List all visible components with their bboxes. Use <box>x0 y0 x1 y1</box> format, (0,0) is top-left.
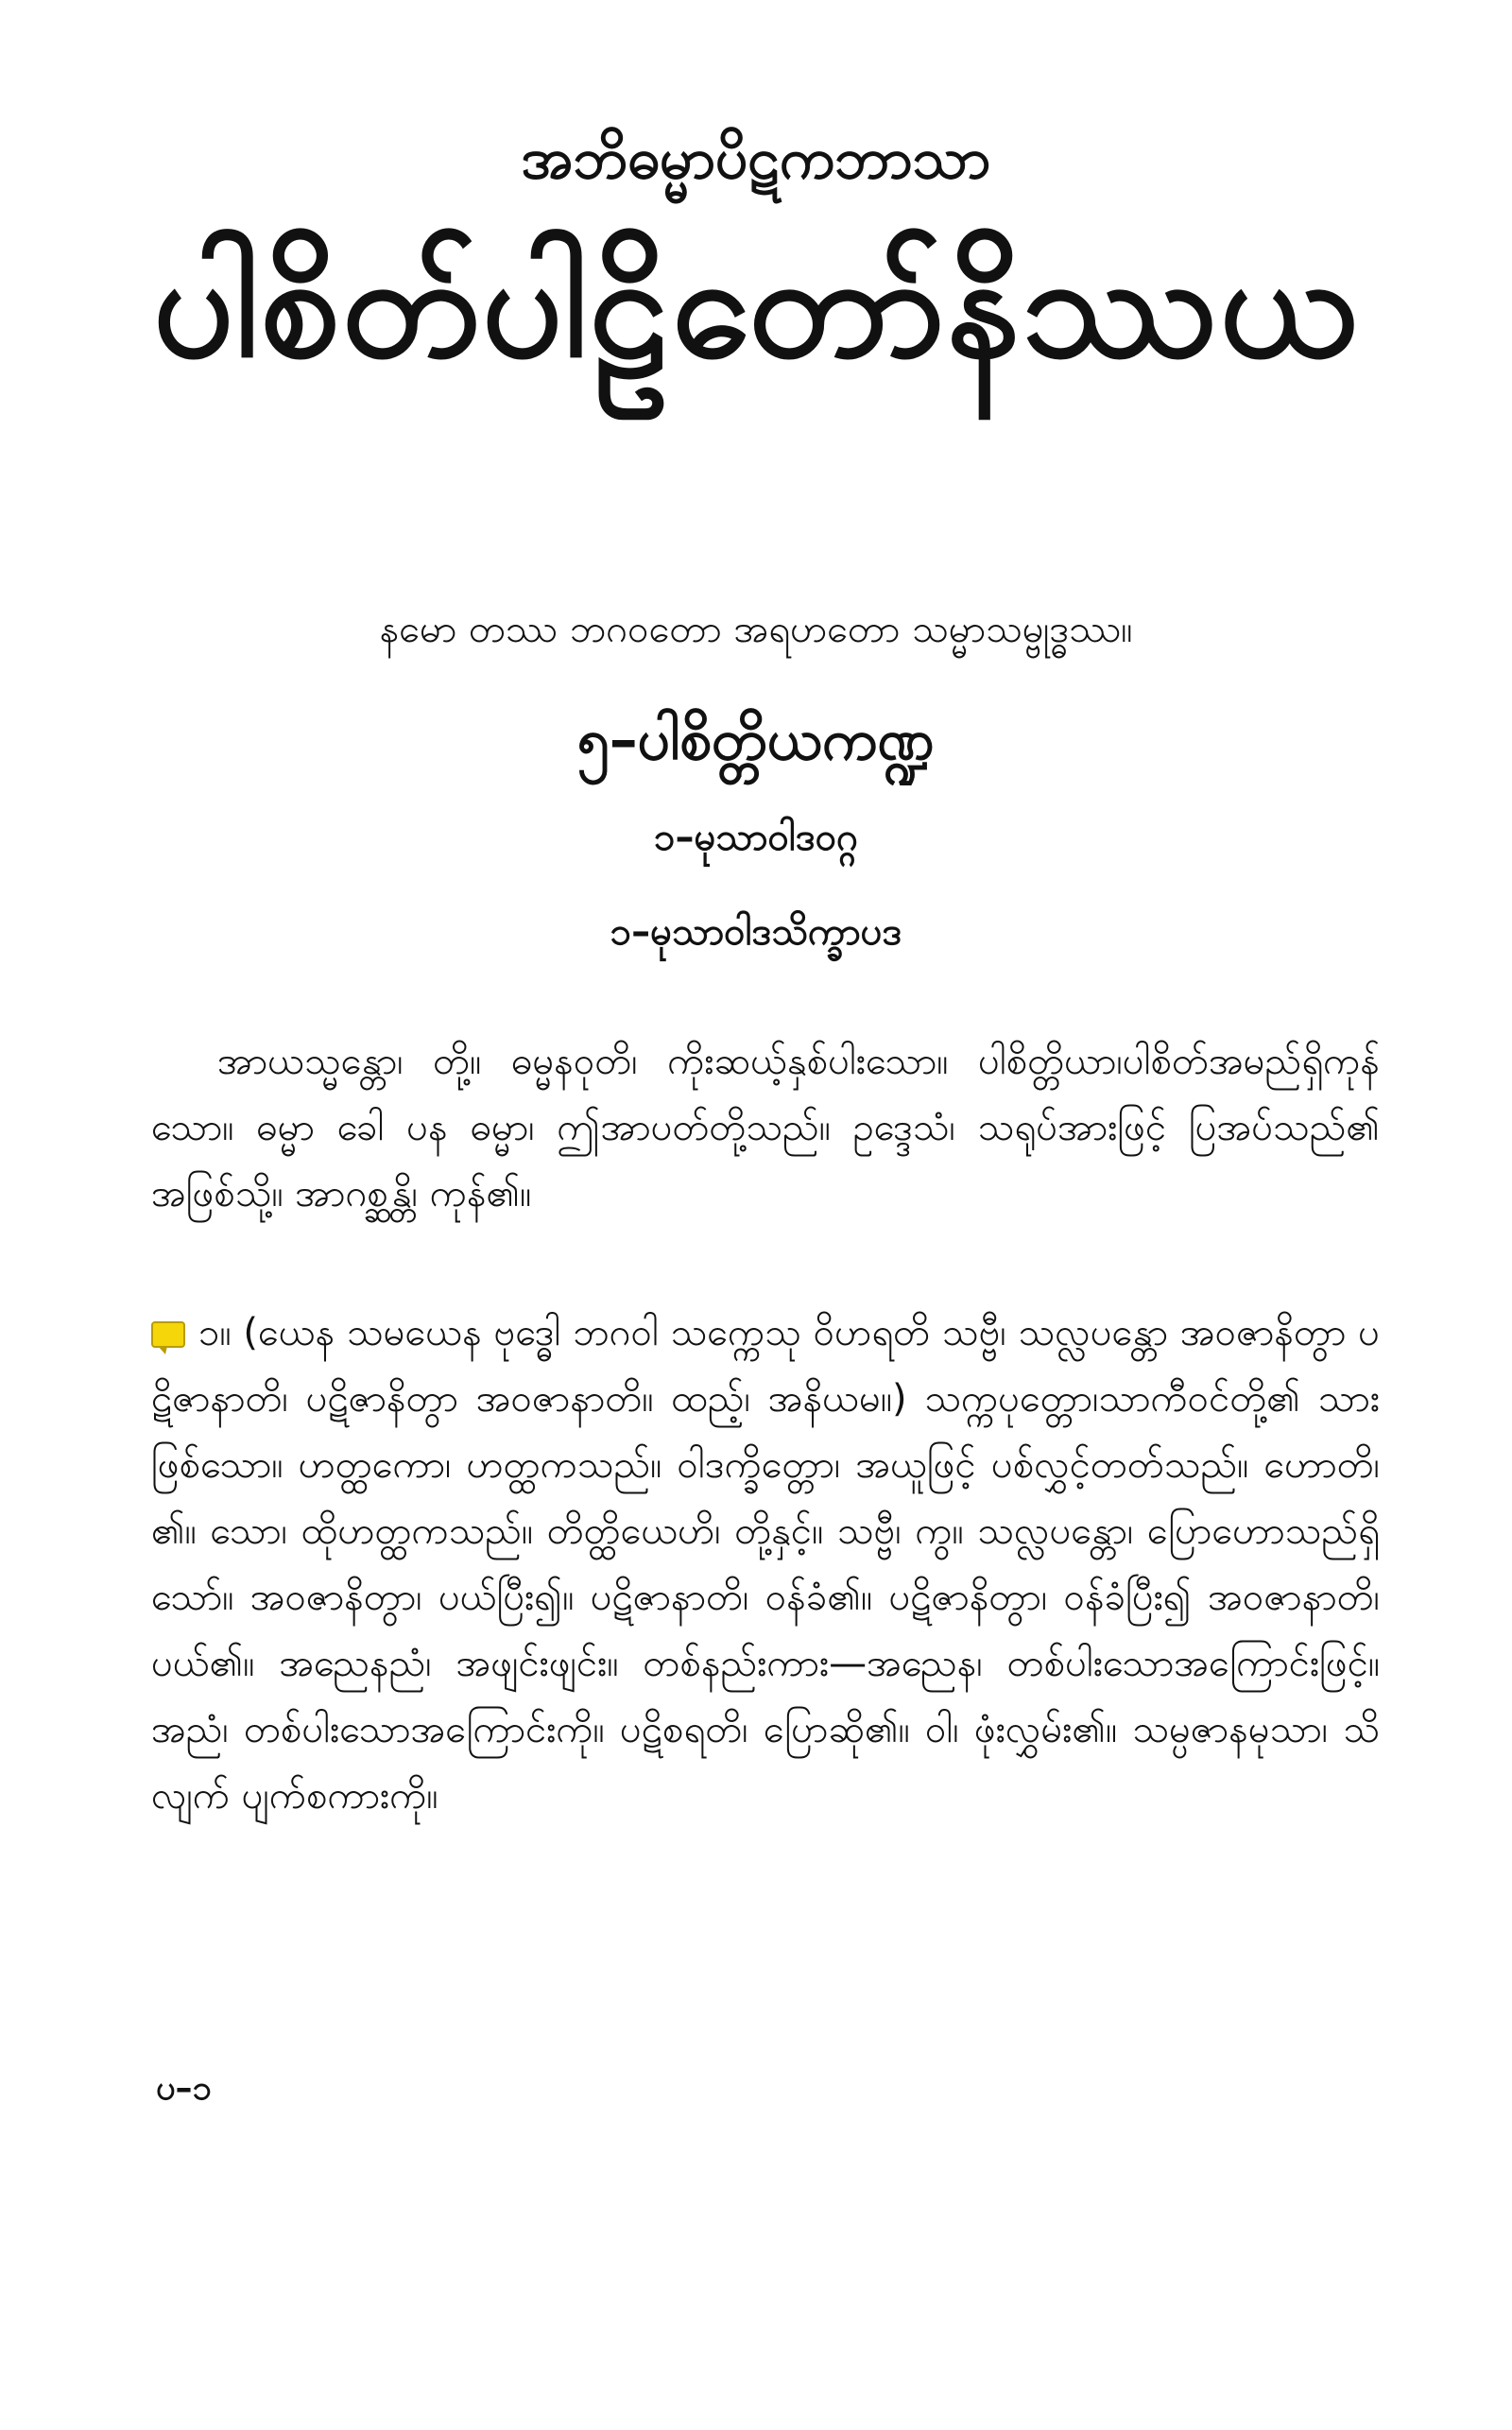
paragraph-intro: အာယသ္မန္တော၊ တို့။ ဓမ္မနဝုတိ၊ ကိုးဆယ့်နှစ်ပါးသော။ ပါစိတ္တိယာ၊ပါစိတ်အမည်ရှိကုန်သော။ ဓမ္မာ ခေါ ပန ဓမ္မာ၊ ဤအာပတ်တို့သည်။ ဥဒ္ဒေသံ၊ သရုပ်အားဖြင့် ပြအပ်သည်၏ အဖြစ်သို့။ အာဂစ္ဆန္တိ၊ ကုန်၏။ <box>151 1040 1380 1215</box>
chapter-title: ၁–မုသာဝါဒဝဂ္ဂ <box>653 816 858 859</box>
homage-line: နမော တဿ ဘဂဝတော အရဟတော သမ္မာသမ္ဗုဒ္ဓဿ။ <box>379 608 1133 651</box>
page-mark: ပ–၁ <box>156 2069 212 2108</box>
series-heading: အဘိဓမ္မာပိဋကဘာသာ <box>521 126 991 192</box>
paragraph-main-text: ၁။ (ယေန သမယေန ဗုဒ္ဓေါ ဘဂဝါ သက္ကေသု ဝိဟရတိ သဗ္ဗီ၊ သလ္လပန္တော အဝဇာနိတွာ ပဋိဇာနာတိ၊ ပဋိဇာနိတွာ အဝဇာနာတိ။ ထည့်၊ အနိယမ။) သက္ကပုတ္တော၊သာကီဝင်တို့၏ သားဖြစ်သော။ ဟတ္ထကော၊ ဟတ္ထကသည်။ ဝါဒက္ခိတ္တော၊ အယူဖြင့် ပစ်လွှင့်တတ်သည်။ ဟောတိ၊ ၏။ သော၊ ထိုဟတ္ထကသည်။ တိတ္ထိယေဟိ၊ တို့နှင့်။ သဗ္ဗီ၊ ကွ။ သလ္လပန္တော၊ ပြောဟောသည်ရှိသော်။ အဝဇာနိတွာ၊ ပယ်ပြီး၍။ ပဋိဇာနာတိ၊ ဝန်ခံ၏။ ပဋိဇာနိတွာ၊ ဝန်ခံပြီး၍ အဝဇာနာတိ၊ ပယ်၏။ အညေနညံ၊ အဖျင်းဖျင်း။ တစ်နည်းကား—အညေန၊ တစ်ပါးသောအကြောင်းဖြင့်။ အညံ၊ တစ်ပါးသောအကြောင်းကို။ ပဋိစရတိ၊ ပြောဆို၏။ ဝါ၊ ဖုံးလွှမ်း၏။ သမ္ပဇာနမုသာ၊ သိလျက် ပျက်စကားကို။ <box>151 1311 1380 1818</box>
paragraph-main <box>151 1300 1380 1829</box>
comment-note-icon[interactable] <box>151 1321 185 1348</box>
subchapter-title: ၁–မုသာဝါဒသိက္ခာပဒ <box>610 910 902 954</box>
section-title: ၅–ပါစိတ္တိယကဏ္ဍ <box>577 707 935 773</box>
book-title: ပါစိတ်ပါဠိတော်နိဿယ <box>153 225 1359 389</box>
